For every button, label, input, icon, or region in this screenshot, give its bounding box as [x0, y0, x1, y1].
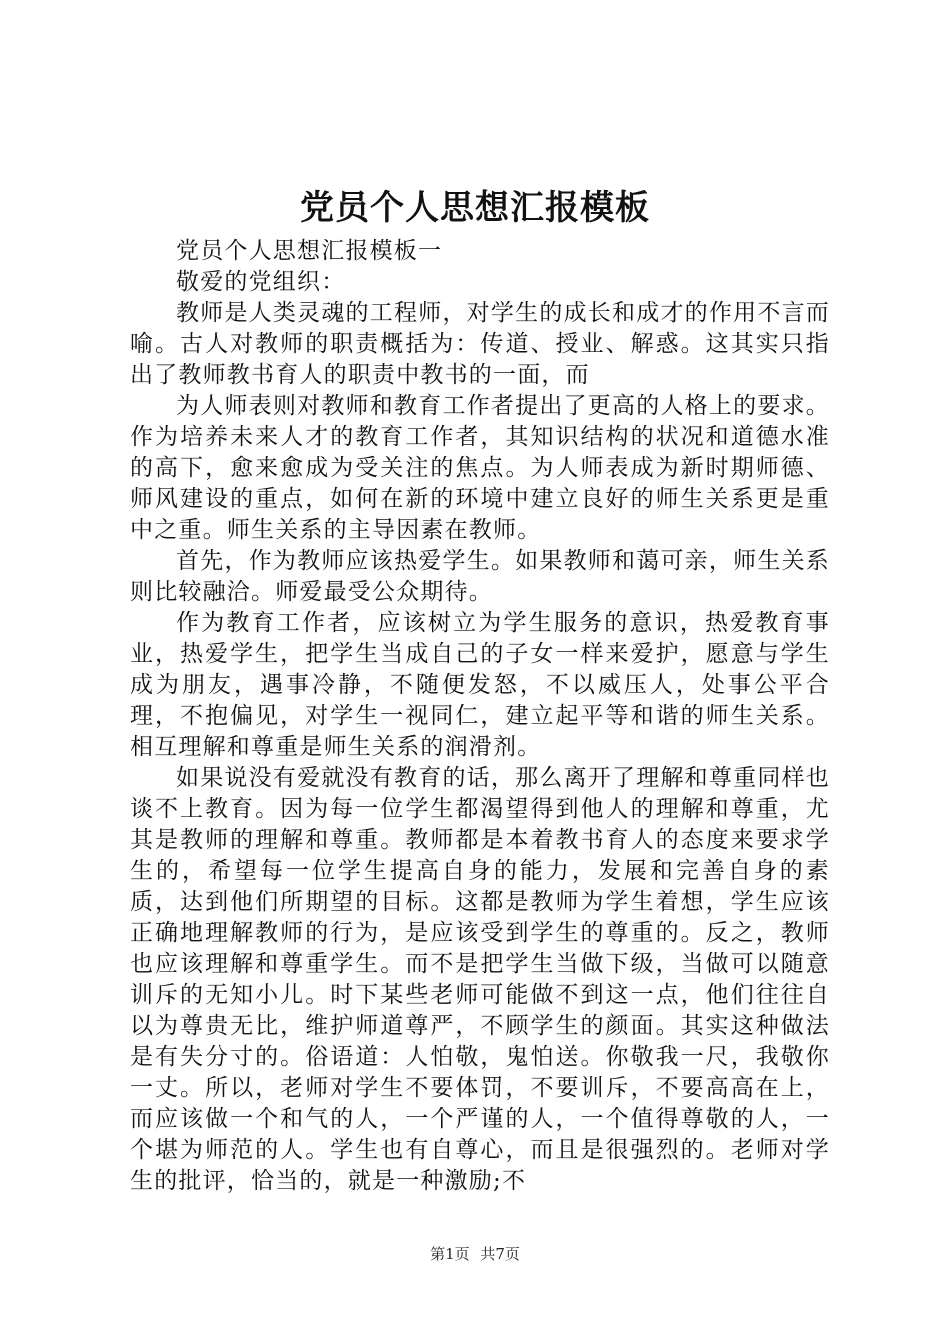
paragraph-salutation: 敬爱的党组织：: [176, 269, 346, 295]
paragraph: 如果说没有爱就没有教育的话，那么离开了理解和尊重同样也谈不上教育。因为每一位学生都渴望得到他人的理解和尊重，尤其是教师的理解和尊重。教师都是本着教书育人的态度来要求学生的，希望每一位学生提高自身的能力，发展和完善自身的素质，达到他们所期望的目标。这都是教师为学生着想，学生应该正确地理解教师的行为，是应该受到学生的尊重的。反之，教师也应该理解和尊重学生。而不是把学生当做下级，当做可以随意训斥的无知小儿。时下某些老师可能做不到这一点，他们往往自以为尊贵无比，维护师道尊严，不顾学生的颜面。其实这种做法是有失分寸的。俗语道：人怕敬，鬼怕送。你敬我一尺，我敬你一丈。所以，老师对学生不要体罚，不要训斥，不要高高在上，而应该做一个和气的人，一个严谨的人，一个值得尊敬的人，一个堪为师范的人。学生也有自尊心，而且是很强烈的。老师对学生的批评，恰当的，就是一种激励;不: [130, 765, 830, 1194]
page-footer: [0, 1244, 950, 1264]
page-number: 第1页: [430, 1245, 470, 1263]
document-title: 党员个人思想汇报模板: [300, 188, 650, 228]
paragraph: 教师是人类灵魂的工程师，对学生的成长和成才的作用不言而喻。古人对教师的职责概括为：传道、授业、解惑。这其实只指出了教师教书育人的职责中教书的一面，而: [130, 300, 830, 388]
page-total: 共7页: [480, 1245, 520, 1263]
paragraph-subtitle: 党员个人思想汇报模板一: [176, 238, 443, 264]
document-body: [130, 236, 830, 1197]
paragraph: 首先，作为教师应该热爱学生。如果教师和蔼可亲，师生关系则比较融洽。师爱最受公众期待。: [130, 548, 830, 605]
paragraph: 作为教育工作者，应该树立为学生服务的意识，热爱教育事业，热爱学生，把学生当成自己的子女一样来爱护，愿意与学生成为朋友，遇事冷静，不随便发怒，不以威压人，处事公平合理，不抱偏见，对学生一视同仁，建立起平等和谐的师生关系。相互理解和尊重是师生关系的润滑剂。: [130, 610, 830, 760]
paragraph: 为人师表则对教师和教育工作者提出了更高的人格上的要求。作为培养未来人才的教育工作者，其知识结构的状况和道德水准的高下，愈来愈成为受关注的焦点。为人师表成为新时期师德、师风建设的重点，如何在新的环境中建立良好的师生关系更是重中之重。师生关系的主导因素在教师。: [130, 393, 830, 543]
